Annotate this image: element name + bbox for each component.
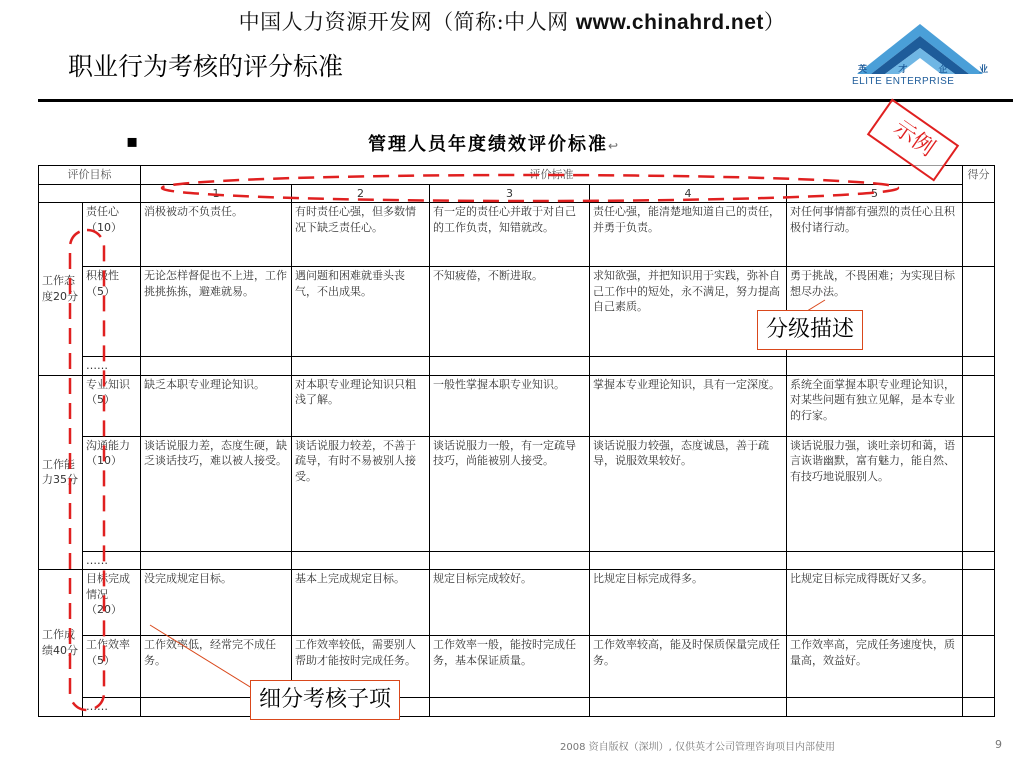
criteria-cell: 遇问题和困难就垂头丧气，不出成果。 xyxy=(292,267,430,357)
item-cell: …… xyxy=(83,698,141,717)
category-cell: 工作态度20分 xyxy=(39,203,83,376)
criteria-cell: 有时责任心强，但多数情况下缺乏责任心。 xyxy=(292,203,430,267)
criteria-cell: 工作效率低，经常完不成任务。 xyxy=(141,636,292,698)
level-header: 2 xyxy=(292,184,430,203)
criteria-cell: 不知疲倦，不断进取。 xyxy=(430,267,590,357)
criteria-cell: 勇于挑战，不畏困难；为实现目标想尽办法。 xyxy=(787,267,963,357)
criteria-cell: 系统全面掌握本职专业理论知识，对某些问题有独立见解，是本专业的行家。 xyxy=(787,375,963,436)
header-eval-target: 评价目标 xyxy=(39,166,141,185)
item-cell: 沟通能力（10） xyxy=(83,436,141,551)
category-cell: 工作能力35分 xyxy=(39,375,83,570)
criteria-cell: 工作效率高，完成任务速度快，质量高，效益好。 xyxy=(787,636,963,698)
criteria-cell: 掌握本专业理论知识，具有一定深度。 xyxy=(590,375,787,436)
level-header: 3 xyxy=(430,184,590,203)
category-cell: 工作成绩40分 xyxy=(39,570,83,717)
logo-english-text: ELITE ENTERPRISE xyxy=(852,76,955,87)
header-score: 得分 xyxy=(963,166,995,203)
example-stamp: 示例 xyxy=(867,98,959,181)
level-header: 1 xyxy=(141,184,292,203)
criteria-cell: 责任心强，能清楚地知道自己的责任，并勇于负责。 xyxy=(590,203,787,267)
criteria-cell: 比规定目标完成得多。 xyxy=(590,570,787,636)
criteria-cell: 谈话说服力较差，不善于疏导，有时不易被别人接受。 xyxy=(292,436,430,551)
item-cell: 责任心（10） xyxy=(83,203,141,267)
criteria-cell: 比规定目标完成得既好又多。 xyxy=(787,570,963,636)
criteria-cell: 谈话说服力较强，态度诚恳，善于疏导，说服效果较好。 xyxy=(590,436,787,551)
item-cell: 目标完成情况（20） xyxy=(83,570,141,636)
criteria-cell: 缺乏本职专业理论知识。 xyxy=(141,375,292,436)
criteria-cell: 工作效率较低，需要别人帮助才能按时完成任务。 xyxy=(292,636,430,698)
level-header: 5 xyxy=(787,184,963,203)
criteria-cell: 消极被动不负责任。 xyxy=(141,203,292,267)
item-cell: …… xyxy=(83,357,141,376)
criteria-cell: 没完成规定目标。 xyxy=(141,570,292,636)
criteria-cell: 谈话说服力差，态度生硬，缺乏谈话技巧，难以被人接受。 xyxy=(141,436,292,551)
logo-chinese-text: 英 才 企 业 xyxy=(858,65,988,75)
item-cell: 专业知识（5） xyxy=(83,375,141,436)
criteria-cell: 对本职专业理论知识只粗浅了解。 xyxy=(292,375,430,436)
bullet-icon: ▪ xyxy=(126,131,139,152)
slide-title: 职业行为考核的评分标准 xyxy=(68,52,344,81)
criteria-cell: 谈话说服力强，谈吐亲切和蔼，语言诙谐幽默，富有魅力，能自然、有技巧地说服别人。 xyxy=(787,436,963,551)
criteria-cell: 无论怎样督促也不上进，工作挑挑拣拣，避难就易。 xyxy=(141,267,292,357)
criteria-cell: 一般性掌握本职专业知识。 xyxy=(430,375,590,436)
subitems-leader-line xyxy=(150,625,255,690)
item-cell: 工作效率（5） xyxy=(83,636,141,698)
criteria-cell: 基本上完成规定目标。 xyxy=(292,570,430,636)
criteria-cell: 谈话说服力一般，有一定疏导技巧，尚能被别人接受。 xyxy=(430,436,590,551)
header-eval-criteria: 评价标准 xyxy=(141,166,963,185)
page-number: 9 xyxy=(995,738,1002,751)
sub-items-callout: 细分考核子项 xyxy=(250,680,400,720)
levels-dashed-ellipse xyxy=(162,175,898,201)
subitems-dashed-outline xyxy=(70,230,104,710)
criteria-cell: 工作效率较高，能及时保质保量完成任务。 xyxy=(590,636,787,698)
criteria-cell: 求知欲强，并把知识用于实践，弥补自己工作中的短处，永不满足，努力提高自己素质。 xyxy=(590,267,787,357)
level-header: 4 xyxy=(590,184,787,203)
levels-description-callout: 分级描述 xyxy=(757,310,863,350)
document-title: 管理人员年度绩效评价标准↩ xyxy=(368,134,621,155)
criteria-cell: 对任何事情都有强烈的责任心且积极付诸行动。 xyxy=(787,203,963,267)
criteria-cell: 规定目标完成较好。 xyxy=(430,570,590,636)
item-cell: …… xyxy=(83,551,141,570)
item-cell: 积极性（5） xyxy=(83,267,141,357)
header-source-line: 中国人力资源开发网（简称:中人网 www.chinahrd.net） xyxy=(238,10,786,34)
criteria-cell: 有一定的责任心并敢于对自己的工作负责，知错就改。 xyxy=(430,203,590,267)
footer-text: 2008 资自版权（深圳）, 仅供英才公司管理咨询项目内部使用 xyxy=(560,742,835,753)
criteria-cell: 工作效率一般，能按时完成任务，基本保证质量。 xyxy=(430,636,590,698)
